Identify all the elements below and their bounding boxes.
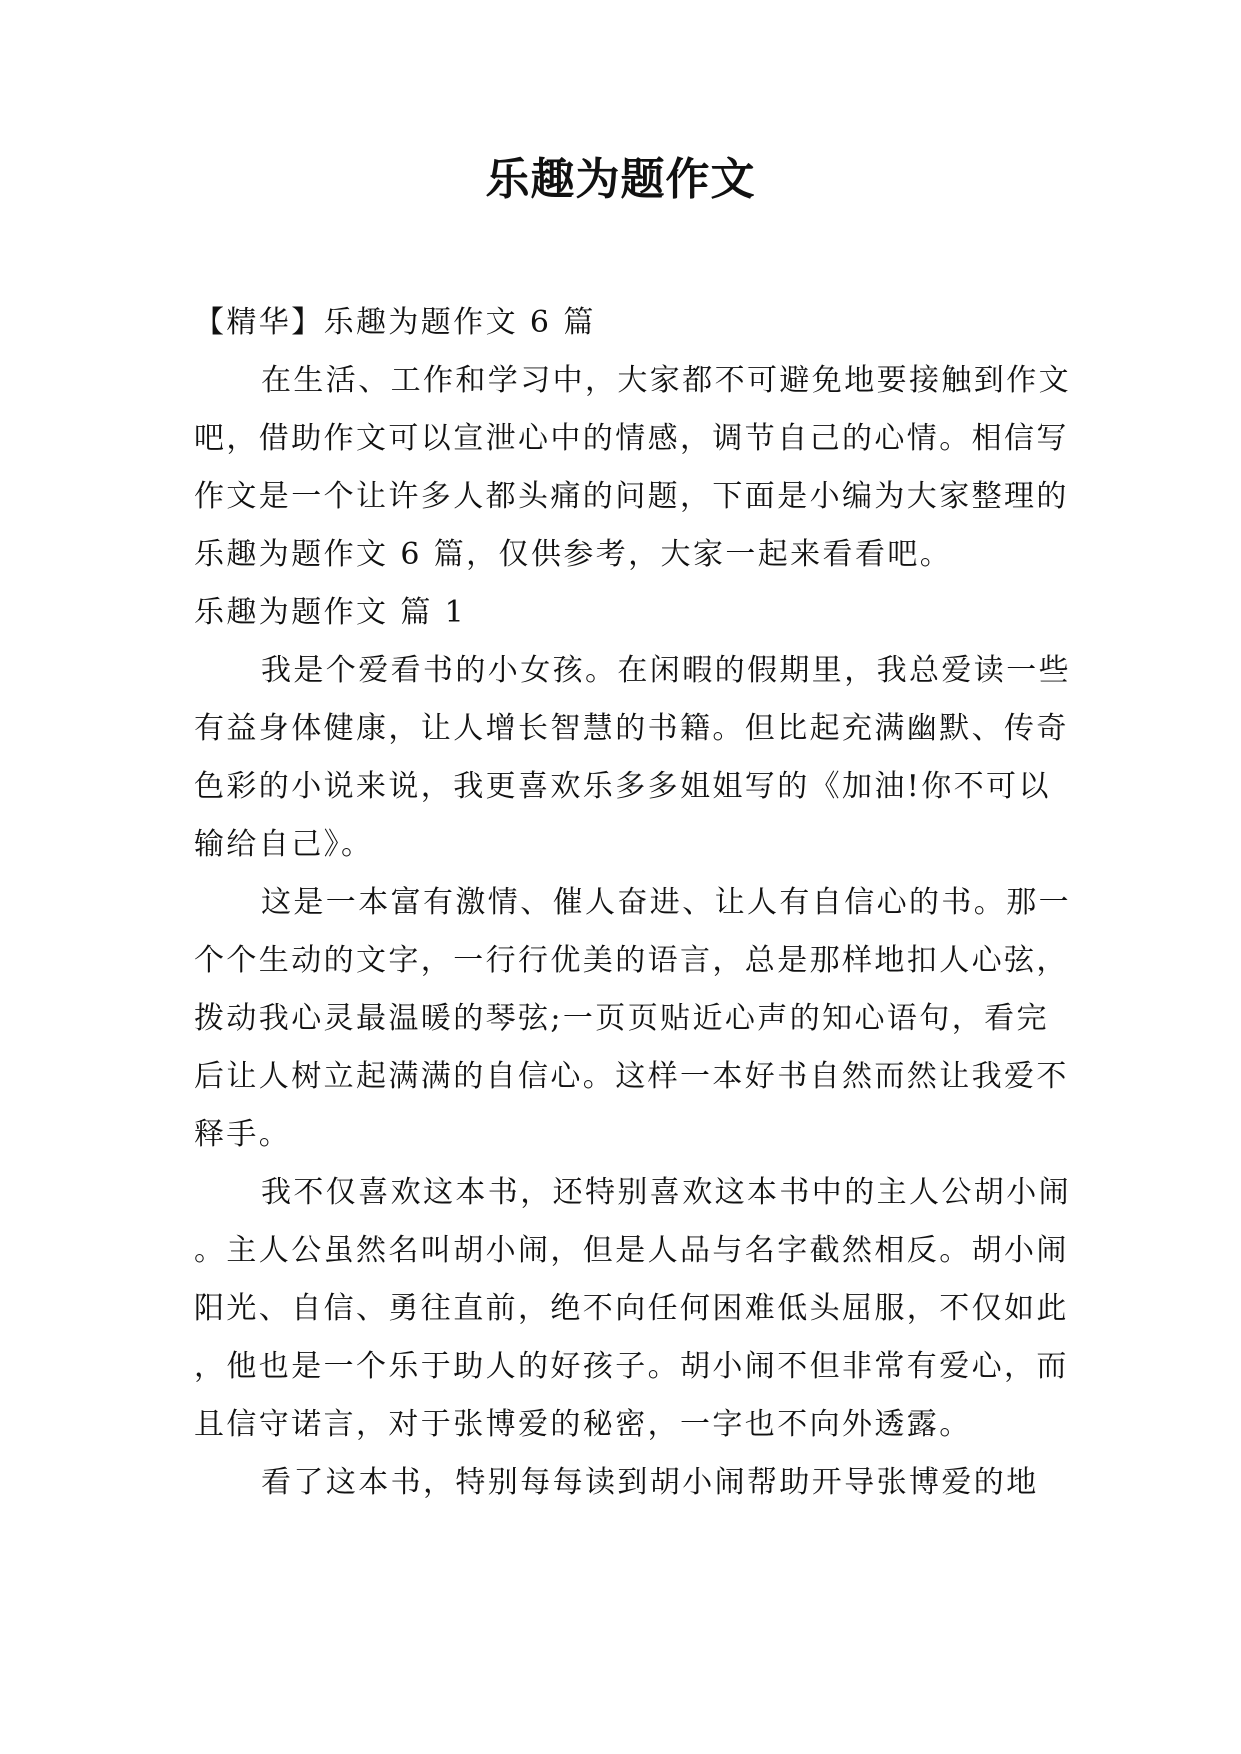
document-title: 乐趣为题作文 [485, 154, 756, 205]
intro-paragraph: 在生活、工作和学习中，大家都不可避免地要接触到作文吧，借助作文可以宣泄心中的情感，调节自己的心情。相信写作文是一个让许多人都头痛的问题，下面是小编为大家整理的乐趣为题作文 6 篇，仅供参考，大家一起来看看吧。 [194, 363, 1071, 572]
body-paragraph: 看了这本书，特别每每读到胡小闹帮助开导张博爱的地 [261, 1465, 1039, 1500]
body-paragraph: 我不仅喜欢这本书，还特别喜欢这本书中的主人公胡小闹。主人公虽然名叫胡小闹，但是人品与名字截然相反。胡小闹阳光、自信、勇往直前，绝不向任何困难低头屈服，不仅如此，他也是一个乐于助人的好孩子。胡小闹不但非常有爱心，而且信守诺言，对于张博爱的秘密，一字也不向外透露。 [194, 1175, 1071, 1442]
section-heading: 乐趣为题作文 篇 1 [194, 595, 467, 630]
document-subtitle: 【精华】乐趣为题作文 6 篇 [194, 305, 596, 340]
body-paragraph: 我是个爱看书的小女孩。在闲暇的假期里，我总爱读一些有益身体健康，让人增长智慧的书籍。但比起充满幽默、传奇色彩的小说来说，我更喜欢乐多多姐姐写的《加油!你不可以输给自己》。 [194, 653, 1071, 862]
body-paragraph: 这是一本富有激情、催人奋进、让人有自信心的书。那一个个生动的文字，一行行优美的语言，总是那样地扣人心弦，拨动我心灵最温暖的琴弦;一页页贴近心声的知心语句，看完后让人树立起满满的自信心。这样一本好书自然而然让我爱不释手。 [194, 885, 1071, 1152]
document-body [194, 294, 1074, 1512]
